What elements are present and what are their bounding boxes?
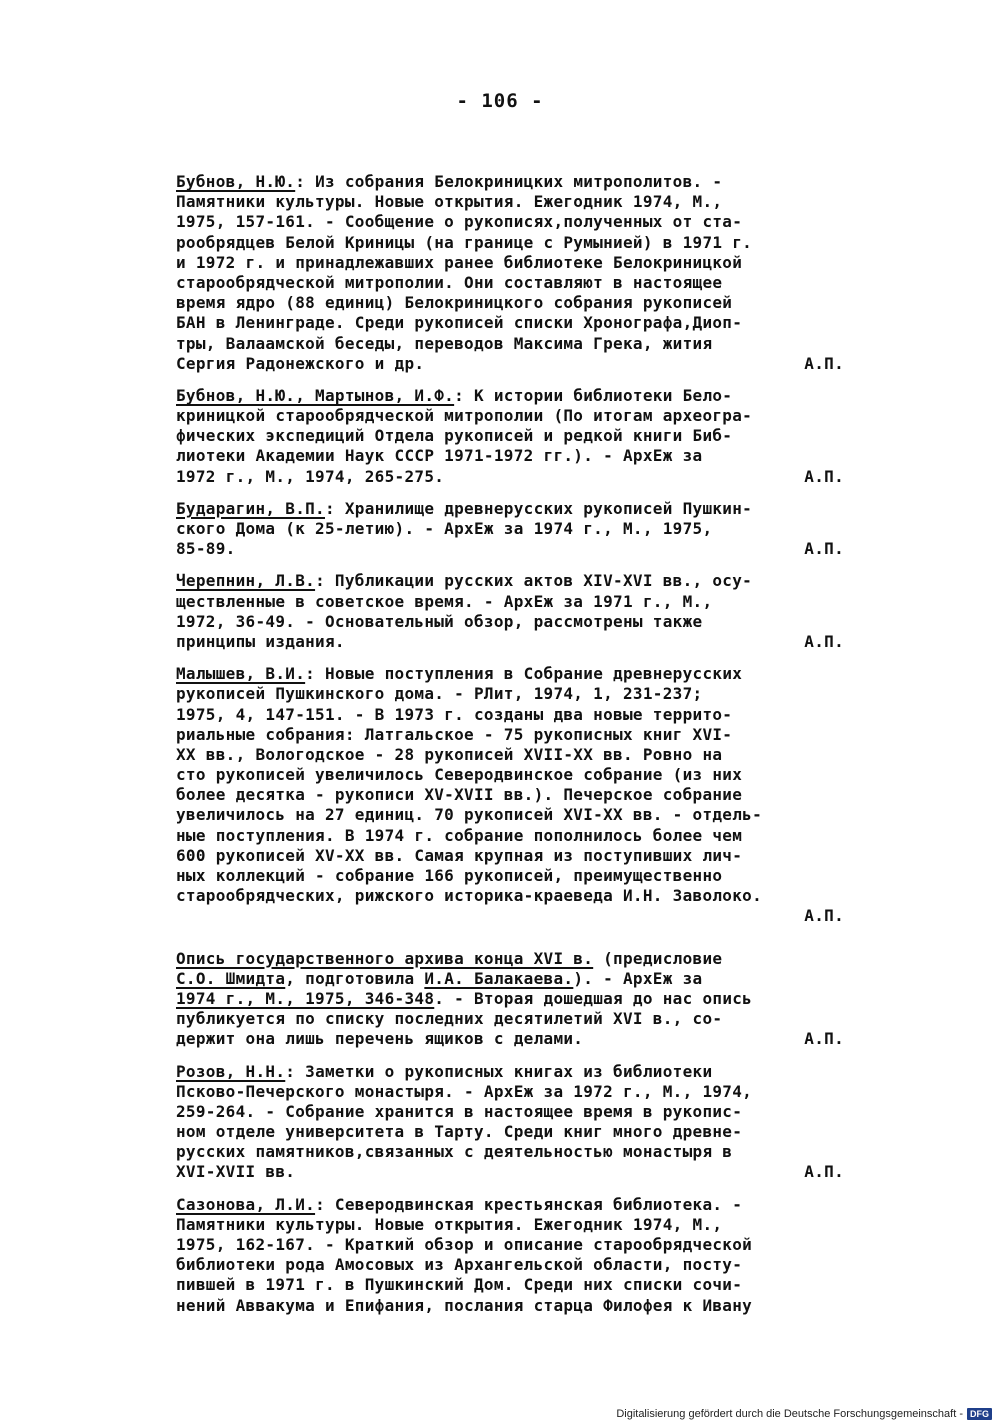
entry-line (176, 467, 866, 487)
entry-line (176, 886, 866, 906)
entry-text: рообрядцев Белой Криницы (на границе с Румынией) в 1971 г. (176, 232, 753, 252)
entry-text: русских памятников,связанных с деятельностью монастыря в (176, 1142, 733, 1162)
entry-author: Черепнин, Л.В. (176, 571, 316, 591)
entry-text: : К истории библиотеки Бело- (454, 385, 733, 405)
entry-text: XVI-XVII вв. (176, 1162, 296, 1182)
entry-text: : Новые поступления в Собрание древнерусских (305, 664, 743, 684)
entry-line (176, 1009, 866, 1029)
entry-text: риальные собрания: Латгальское - 75 рукописных книг XVI- (176, 724, 733, 744)
underlined-text: 1974 г., М., 1975, 346-348 (176, 988, 435, 1008)
underlined-text: И.А. Балакаева. (424, 968, 574, 988)
entry-line (176, 725, 866, 745)
entry-line (176, 684, 866, 704)
entry-text: БАН в Ленинграде. Среди рукописей списки Хронографа,Диоп- (176, 313, 743, 333)
entry-text: тры, Валаамской беседы, переводов Максима Грека, жития (176, 333, 713, 353)
entry-line (176, 253, 866, 273)
reviewer-initials: А.П. (804, 466, 844, 486)
entry-line (176, 989, 866, 1009)
entry-line (176, 866, 866, 886)
entry-line (176, 805, 866, 825)
entry-line (176, 785, 866, 805)
entry-text: (предисловие (593, 948, 723, 968)
entry-text: , подготовила (285, 968, 425, 988)
entry-text: 1975, 4, 147-151. - В 1973 г. созданы два новые террито- (176, 704, 733, 724)
entry-text: 1975, 162-167. - Краткий обзор и описание старообрядческой (176, 1235, 753, 1254)
entry-line (176, 1195, 866, 1215)
entry-text: 1972 г., М., 1974, 265-275. (176, 466, 445, 486)
entry-line (176, 293, 866, 313)
reviewer-initials: А.П. (804, 631, 844, 651)
entry-author: Розов, Н.Н. (176, 1061, 286, 1081)
entry-line (176, 969, 866, 989)
entry-text: публикуется по списку последних десятилетий XVI в., со- (176, 1009, 723, 1029)
entry-line (176, 313, 866, 333)
entry-line (176, 406, 866, 426)
entry-text: и 1972 г. и принадлежавших ранее библиотеке Белокриницкой (176, 252, 743, 272)
reviewer-initials: А.П. (804, 1162, 844, 1182)
entry-text: Памятники культуры. Новые открытия. Ежегодник 1974, М., (176, 1214, 723, 1234)
entry-text: криницкой старообрядческой митрополии (По итогам археогра- (176, 406, 753, 426)
entry-author: Бубнов, Н.Ю., Мартынов, И.Ф. (176, 385, 455, 405)
bibliography-entry (176, 499, 866, 560)
entry-author: Малышев, В.И. (176, 664, 306, 684)
entry-line-text (176, 1162, 295, 1182)
footer (616, 1408, 992, 1420)
bibliography-entry (176, 949, 866, 1050)
entry-line (176, 499, 866, 519)
entry-line (176, 906, 866, 926)
entry-line (176, 273, 866, 293)
entry-text: ). - АрхЕж за (573, 968, 703, 988)
entry-author: Опись государственного архива конца XVI в. (176, 948, 594, 968)
entry-text: ном отделе университета в Тарту. Среди книг много древне- (176, 1122, 743, 1142)
underlined-text: С.О. Шмидта (176, 968, 286, 988)
entry-line (176, 664, 866, 684)
entry-line (176, 1235, 866, 1255)
entry-line-text (176, 354, 424, 374)
bibliography-entry (176, 1195, 866, 1316)
reviewer-initials: А.П. (804, 1029, 844, 1049)
entry-author: Бударагин, В.П. (176, 498, 325, 518)
bibliography-entry (176, 571, 866, 652)
entry-line (176, 354, 866, 374)
entry-line (176, 386, 866, 406)
entry-line (176, 1275, 866, 1295)
entry-text: принципы издания. (176, 631, 345, 651)
entry-line (176, 1215, 866, 1235)
entry-author: Сазонова, Л.И. (176, 1194, 316, 1214)
entry-text: 600 рукописей XV-XX вв. Самая крупная из поступивших лич- (176, 845, 743, 865)
entry-text: увеличилось на 27 единиц. 70 рукописей XVI-XX вв. - отдель- (176, 805, 763, 825)
dfg-logo-icon: DFG (967, 1408, 992, 1420)
bibliography-entry (176, 172, 866, 374)
entry-line (176, 1296, 866, 1316)
entry-text: Сергия Радонежского и др. (176, 353, 425, 373)
entry-line (176, 446, 866, 466)
entry-text: 1972, 36-49. - Основательный обзор, рассмотрены также (176, 611, 703, 631)
entry-text: Псково-Печерского монастыря. - АрхЕж за 1972 г., М., 1974, (176, 1081, 753, 1101)
entry-text: 259-264. - Собрание хранится в настоящее время в рукопис- (176, 1101, 743, 1121)
bibliography-entry (176, 664, 866, 926)
bibliography-entry (176, 1062, 866, 1183)
entry-line (176, 745, 866, 765)
entry-line (176, 571, 866, 591)
entry-text: Памятники культуры. Новые открытия. Ежегодник 1974, М., (176, 192, 723, 212)
entry-line-text (176, 539, 236, 559)
entry-line (176, 519, 866, 539)
entry-line (176, 1082, 866, 1102)
entry-text: время ядро (88 единиц) Белокриницкого собрания рукописей (176, 293, 733, 313)
entry-line (176, 192, 866, 212)
entry-line (176, 539, 866, 559)
entry-line (176, 1102, 866, 1122)
page-number: - 106 - (456, 90, 544, 112)
entry-text: библиотеки рода Амосовых из Архангельской области, посту- (176, 1255, 743, 1275)
entry-text: . - Вторая дошедшая до нас опись (434, 988, 753, 1008)
entry-line (176, 334, 866, 354)
reviewer-initials: А.П. (804, 539, 844, 559)
entry-line (176, 612, 866, 632)
entry-text: нений Аввакума и Епифания, послания старца Филофея к Ивану (176, 1295, 753, 1315)
entry-text: 85-89. (176, 539, 236, 559)
entry-text: более десятка - рукописи XV-XVII вв.). Печерское собрание (176, 785, 743, 805)
entry-text: ных коллекций - собрание 166 рукописей, преимущественно (176, 866, 723, 885)
entry-text: держит она лишь перечень ящиков с делами. (176, 1029, 584, 1049)
entry-line (176, 1162, 866, 1182)
entry-text: старообрядческих, рижского историка-краеведа И.Н. Заволоко. (176, 886, 763, 906)
bibliography-entry (176, 386, 866, 487)
entry-text: старообрядческой митрополии. Они составляют в настоящее (176, 272, 723, 292)
entry-line (176, 212, 866, 232)
reviewer-initials: А.П. (804, 906, 844, 926)
reviewer-initials: А.П. (804, 353, 844, 373)
entry-text: : Хранилище древнерусских рукописей Пушкин- (325, 498, 753, 518)
entry-text: сто рукописей увеличилось Северодвинское собрание (из них (176, 765, 743, 785)
entry-text: рукописей Пушкинского дома. - РЛит, 1974, 1, 231-237; (176, 684, 703, 704)
entry-text: ные поступления. В 1974 г. собрание пополнилось более чем (176, 825, 743, 845)
entry-line (176, 1062, 866, 1082)
entry-line (176, 632, 866, 652)
entry-line (176, 949, 866, 969)
entry-line-text (176, 467, 444, 487)
entry-line (176, 233, 866, 253)
entry-text: ского Дома (к 25-летию). - АрхЕж за 1974 г., М., 1975, (176, 519, 713, 538)
entry-line (176, 592, 866, 612)
entry-text: ществленные в советское время. - АрхЕж за 1971 г., М., (176, 591, 713, 611)
entry-text: : Заметки о рукописных книгах из библиотеки (285, 1061, 713, 1081)
entry-text: : Северодвинская крестьянская библиотека. - (315, 1194, 743, 1214)
entry-text: пившей в 1971 г. в Пушкинский Дом. Среди них списки сочи- (176, 1275, 743, 1295)
entry-line (176, 1122, 866, 1142)
entry-line (176, 765, 866, 785)
bibliography-entries (176, 172, 866, 1328)
entry-line (176, 705, 866, 725)
entry-line (176, 826, 866, 846)
entry-line (176, 1255, 866, 1275)
entry-line (176, 846, 866, 866)
entry-author: Бубнов, Н.Ю. (176, 172, 296, 191)
entry-line-text (176, 1029, 583, 1049)
entry-text: XX вв., Вологодское - 28 рукописей XVII-XX вв. Ровно на (176, 744, 723, 764)
entry-text: фических экспедиций Отдела рукописей и редкой книги Биб- (176, 426, 733, 446)
footer-text: Digitalisierung gefördert durch die Deutsche Forschungsgemeinschaft - (616, 1408, 963, 1420)
entry-line-text (176, 632, 345, 652)
entry-text: : Публикации русских актов XIV-XVI вв., осу- (315, 571, 753, 591)
entry-text: 1975, 157-161. - Сообщение о рукописях,полученных от ста- (176, 212, 743, 232)
entry-line (176, 1142, 866, 1162)
entry-text: : Из собрания Белокриницких митрополитов. - (295, 172, 723, 191)
entry-line (176, 172, 866, 192)
entry-line (176, 426, 866, 446)
entry-line (176, 1029, 866, 1049)
entry-text: лиотеки Академии Наук СССР 1971-1972 гг.). - АрхЕж за (176, 446, 703, 466)
